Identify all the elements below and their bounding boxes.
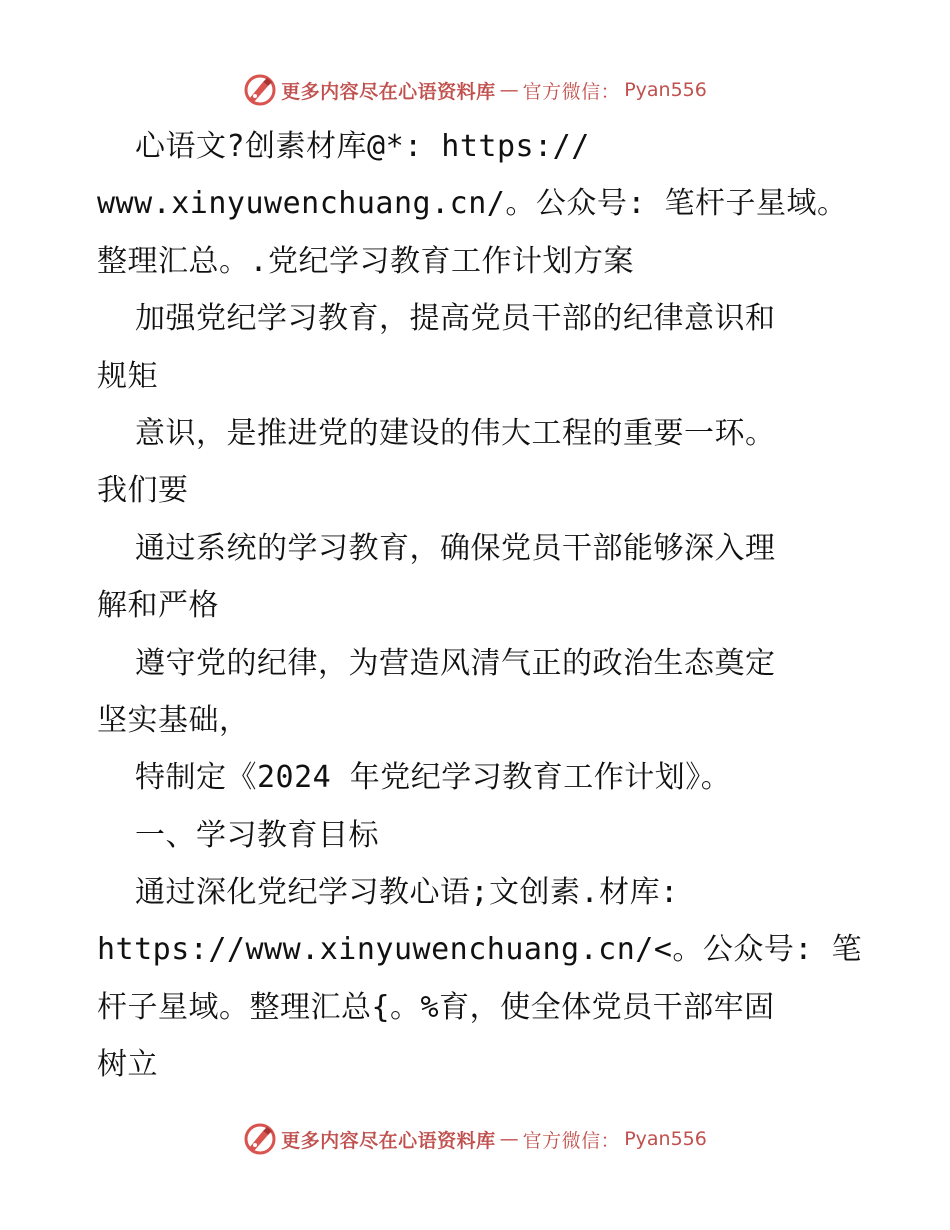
doc-line-4: 加强党纪学习教育，提高党员干部的纪律意识和 bbox=[135, 301, 776, 337]
doc-line-5: 规矩 bbox=[97, 358, 158, 394]
doc-line-8: 通过系统的学习教育，确保党员干部能够深入理 bbox=[135, 530, 776, 566]
doc-line-12: 特制定《2024 年党纪学习教育工作计划》。 bbox=[135, 760, 732, 796]
section-heading: 一、学习教育目标 bbox=[135, 817, 379, 853]
doc-line-17: 树立 bbox=[97, 1047, 158, 1083]
document-body bbox=[97, 118, 867, 1094]
doc-line-2: www.xinyuwenchuang.cn/。公众号: 笔杆子星域。 bbox=[97, 186, 848, 222]
doc-line-10: 遵守党的纪律，为营造风清气正的政治生态奠定 bbox=[135, 645, 776, 681]
pen-logo-icon bbox=[243, 1122, 277, 1156]
pen-logo-icon bbox=[243, 73, 277, 107]
banner-wechat-id: Pyan556 bbox=[624, 1128, 707, 1150]
banner-wechat-id: Pyan556 bbox=[624, 79, 707, 101]
doc-line-9: 解和严格 bbox=[97, 588, 219, 624]
doc-line-14: 通过深化党纪学习教心语;文创素.材库: bbox=[135, 875, 679, 911]
doc-line-3: 整理汇总。.党纪学习教育工作计划方案 bbox=[97, 243, 635, 279]
header-banner bbox=[0, 70, 950, 110]
banner-main-text: 更多内容尽在心语资料库 bbox=[281, 1129, 496, 1152]
doc-line-15: https://www.xinyuwenchuang.cn/<。公众号: 笔 bbox=[97, 932, 863, 968]
doc-line-1: 心语文?创素材库@*: https:// bbox=[135, 129, 590, 164]
footer-banner bbox=[0, 1119, 950, 1159]
doc-line-7: 我们要 bbox=[97, 473, 189, 509]
doc-line-6: 意识，是推进党的建设的伟大工程的重要一环。 bbox=[135, 415, 776, 451]
doc-line-11: 坚实基础， bbox=[97, 702, 250, 738]
doc-line-16: 杆子星域。整理汇总{。%育，使全体党员干部牢固 bbox=[97, 989, 775, 1025]
banner-wechat-label: 官方微信： bbox=[522, 80, 621, 103]
banner-main-text: 更多内容尽在心语资料库 bbox=[281, 80, 496, 103]
banner-dash: — bbox=[499, 1128, 519, 1150]
banner-wechat-label: 官方微信： bbox=[522, 1129, 621, 1152]
banner-dash: — bbox=[499, 79, 519, 101]
